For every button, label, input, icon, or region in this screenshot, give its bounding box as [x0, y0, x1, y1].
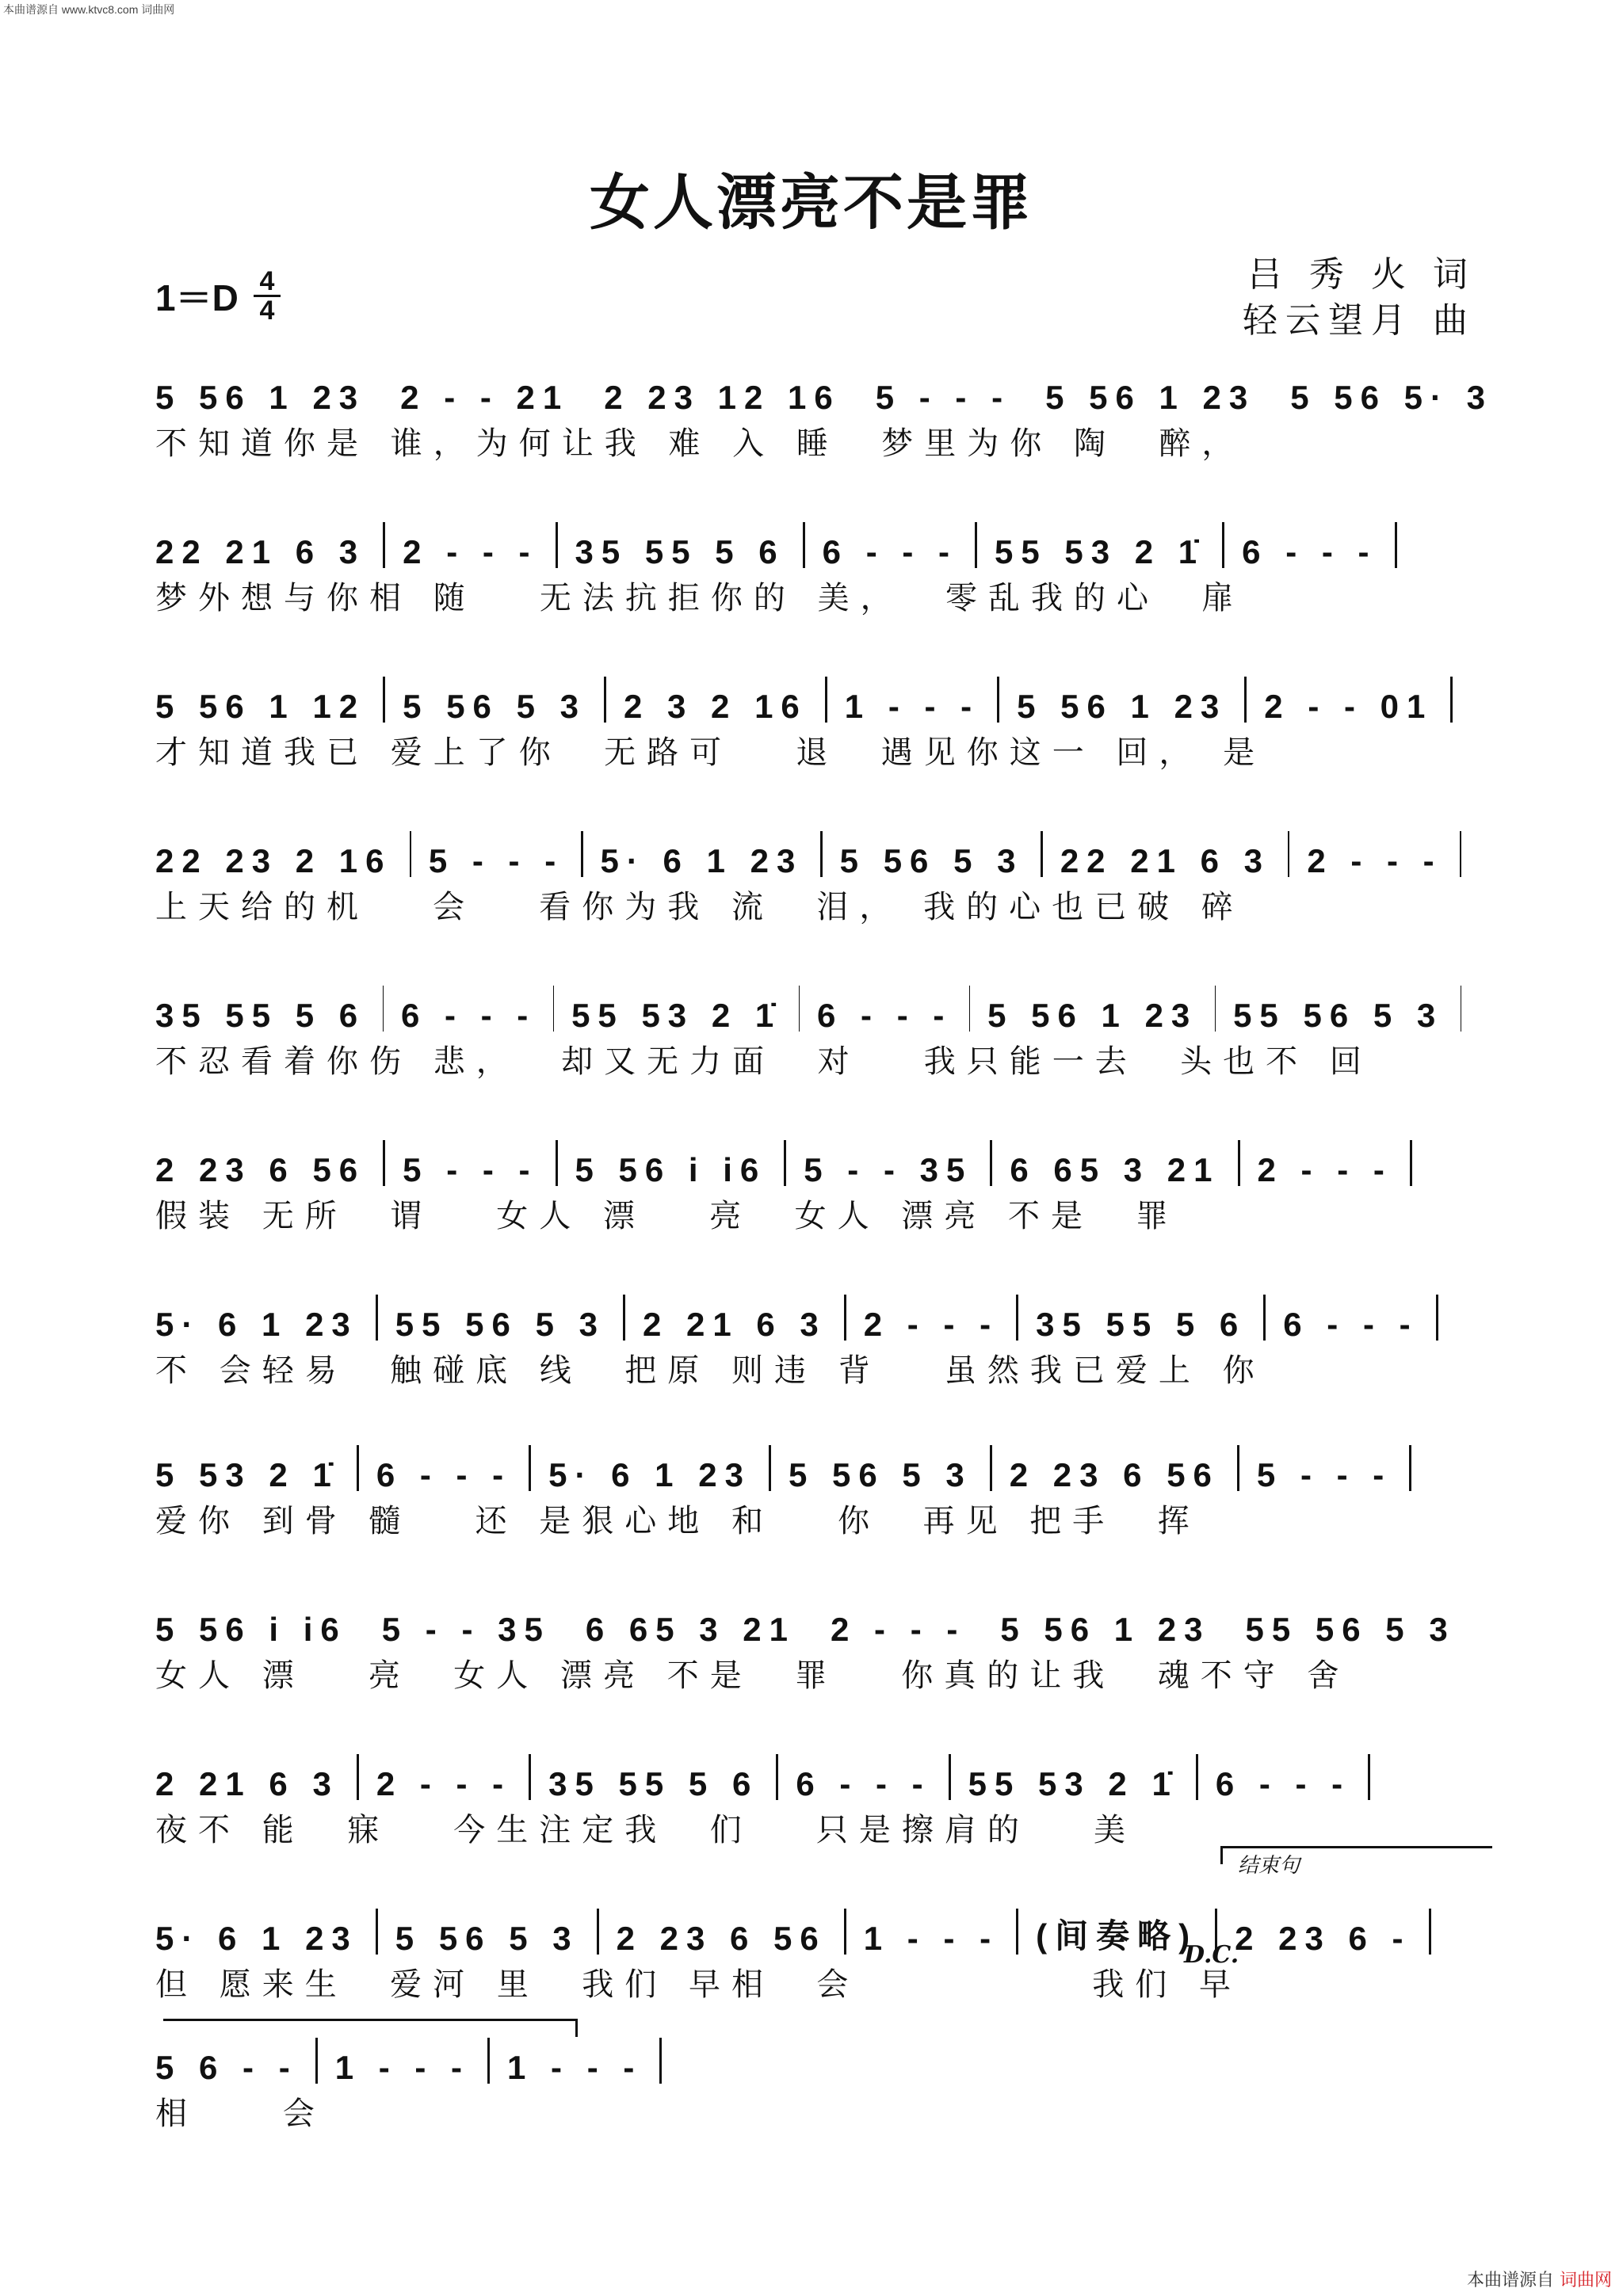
measure: 1 - - -	[863, 1920, 999, 1957]
measure: 2 - - 01	[1264, 688, 1434, 725]
barline	[529, 1754, 531, 1800]
measure: 6 - - -	[1242, 533, 1377, 570]
barline	[776, 1754, 778, 1800]
measure: 5· 6 1 23	[548, 1456, 751, 1493]
lyrics-line: 相 会	[155, 2096, 326, 2132]
measure: 35 55 5 6	[575, 533, 785, 570]
measure: 2 23 6 56	[616, 1920, 827, 1957]
lyrics-line: 上天给的机 会 看你为我 流 泪， 我的心也已破 碎	[155, 889, 1244, 925]
lyrics-line: 女人 漂 亮 女人 漂亮 不是 罪 你真的让我 魂不守 舍	[155, 1657, 1350, 1694]
watermark-prefix: 本曲谱源自	[1466, 2271, 1554, 2290]
measure: 5 56 1 23	[987, 997, 1198, 1034]
barline	[1368, 1754, 1370, 1800]
notes-line	[155, 1121, 1479, 1189]
barline	[1238, 1140, 1240, 1186]
measure: 5· 6 1 23	[600, 842, 804, 879]
lyrics-line: 不忍看着你伤 悲， 却又无力面 对 我只能一去 头也不 回	[155, 1043, 1373, 1080]
measure: 5 - - -	[1256, 1456, 1392, 1493]
notes-line	[155, 1890, 1479, 1958]
barline	[1460, 831, 1461, 877]
lyrics-line: 爱你 到骨 髓 还 是狠心地 和 你 再见 把手 挥	[155, 1503, 1201, 1539]
dc-marking: D.C.	[1184, 1941, 1239, 1969]
lyrics-line: 不 会轻易 触碰底 线 把原 则违 背 虽然我已爱上 你	[155, 1352, 1266, 1389]
measure: 22 21 6 3	[155, 533, 366, 570]
barline	[990, 1445, 992, 1491]
score-system	[155, 503, 1479, 617]
barline	[315, 2038, 318, 2084]
barline	[1215, 986, 1216, 1032]
barline	[784, 1140, 786, 1186]
barline	[383, 986, 384, 1032]
measure: 6 - - -	[822, 533, 957, 570]
barline	[383, 677, 385, 723]
barline	[623, 1295, 625, 1341]
measure: 55 56 5 3	[395, 1306, 605, 1343]
score-system	[155, 967, 1479, 1081]
measure: 2 - - -	[403, 533, 538, 570]
measure: 2 3 2 16	[623, 688, 808, 725]
barline	[410, 831, 411, 877]
score-system	[155, 1276, 1479, 1390]
measure: 1 - - -	[507, 2049, 643, 2086]
barline	[844, 1909, 846, 1955]
barline	[820, 831, 822, 877]
measure: 5 56 i i6	[155, 1611, 347, 1648]
notes-line	[155, 349, 1494, 417]
score-system	[155, 1735, 1479, 1849]
measure: 1 - - -	[334, 2049, 471, 2086]
barline	[1409, 1445, 1411, 1491]
barline	[1016, 1295, 1018, 1341]
score-system	[155, 349, 1494, 463]
measure: 2 23 12 16	[604, 379, 841, 416]
measure: 2 - - -	[376, 1765, 512, 1802]
barline	[529, 1445, 531, 1491]
time-signature-bottom: 4	[259, 296, 275, 326]
barline	[383, 1140, 385, 1186]
ending-label: 结束句	[1238, 1854, 1300, 1878]
barline	[1410, 1140, 1412, 1186]
measure: 6 - - -	[796, 1765, 931, 1802]
score-system	[155, 1890, 1479, 2004]
measure: 5 56 1 23	[1000, 1611, 1211, 1648]
measure: 2 - - 21	[400, 379, 570, 416]
measure: 5 56 1 12	[155, 688, 366, 725]
measure: 5· 6 1 23	[155, 1306, 358, 1343]
lyrics-line: 梦外想与你相 随 无法抗拒你的 美， 零乱我的心 扉	[155, 580, 1245, 616]
lyricist-credit: 吕 秀 火 词	[1247, 254, 1476, 295]
barline	[1244, 677, 1247, 723]
lyrics-line: 才知道我已 爱上了你 无路可 退 遇见你这一 回， 是	[155, 734, 1266, 771]
source-watermark-bottom	[1467, 2267, 1612, 2291]
measure: 2 - - -	[1257, 1151, 1392, 1188]
measure: 6 - - -	[376, 1456, 512, 1493]
measure: 5 - - -	[875, 379, 1011, 416]
measure: 5 6 - -	[155, 2049, 298, 2086]
measure: 5 56 5 3	[839, 842, 1024, 879]
barline	[769, 1445, 771, 1491]
measure: 2 21 6 3	[642, 1306, 827, 1343]
measure: 6 - - -	[1283, 1306, 1419, 1343]
measure: 5 56 1 23	[1017, 688, 1228, 725]
notes-line	[155, 1581, 1479, 1649]
measure: 5 56 5 3	[403, 688, 586, 725]
measure: 6 65 3 21	[585, 1611, 796, 1648]
barline	[803, 522, 805, 568]
lyrics-line: 不知道你是 谁，为何让我 难 入 睡 梦里为你 陶 醉，	[155, 425, 1245, 462]
notes-line	[155, 812, 1479, 880]
measure: 55 53 2 1̇	[571, 997, 782, 1034]
measure: 22 21 6 3	[1060, 842, 1270, 879]
measure: 5 56 1 23	[155, 379, 366, 416]
notes-line	[155, 1276, 1479, 1344]
measure: 35 55 5 6	[548, 1765, 759, 1802]
final-ending-bracket	[163, 2019, 578, 2037]
score-system	[155, 812, 1479, 926]
measure: 5 - - -	[428, 842, 564, 879]
song-title: 女人漂亮不是罪	[590, 167, 1033, 238]
lyrics-line: 夜不 能 寐 今生注定我 们 只是擦肩的 美	[155, 1812, 1137, 1848]
barline	[997, 677, 999, 723]
key-signature: 1＝D	[155, 277, 239, 318]
barline	[1288, 831, 1289, 877]
barline	[487, 2038, 490, 2084]
barline	[1395, 522, 1397, 568]
measure: 2 23 6 -	[1235, 1920, 1411, 1957]
measure: 35 55 5 6	[155, 997, 366, 1034]
measure: 55 53 2 1̇	[995, 533, 1205, 570]
barline	[376, 1909, 378, 1955]
measure: 6 65 3 21	[1010, 1151, 1220, 1188]
barline	[357, 1754, 359, 1800]
barline	[1041, 831, 1042, 877]
measure: 5 - - 35	[381, 1611, 551, 1648]
measure: 5 - - 35	[804, 1151, 973, 1188]
measure: 6 - - -	[400, 997, 537, 1034]
measure: 5 56 5 3	[788, 1456, 972, 1493]
barline	[556, 1140, 558, 1186]
measure: 22 23 2 16	[155, 842, 392, 879]
notes-line	[155, 1735, 1479, 1803]
measure: 2 21 6 3	[155, 1765, 339, 1802]
barline	[975, 522, 977, 568]
measure: 2 23 6 56	[1009, 1456, 1220, 1493]
barline	[1237, 1445, 1239, 1491]
measure: 5· 6 1 23	[155, 1920, 358, 1957]
time-signature	[254, 268, 281, 324]
time-signature-top: 4	[254, 268, 281, 297]
barline	[357, 1445, 359, 1491]
barline	[1263, 1295, 1266, 1341]
measure: 5 - - -	[403, 1151, 538, 1188]
score-system	[155, 1426, 1479, 1540]
barline	[1429, 1909, 1431, 1955]
notes-line	[155, 503, 1479, 571]
measure: 35 55 5 6	[1036, 1306, 1247, 1343]
notes-line	[155, 658, 1479, 726]
notes-line	[155, 1426, 1479, 1494]
barline	[556, 522, 558, 568]
barline	[376, 1295, 378, 1341]
measure: 2 - - -	[831, 1611, 966, 1648]
source-watermark-top: 本曲谱源自 www.ktvc8.com 词曲网	[3, 3, 175, 16]
barline	[1450, 677, 1453, 723]
score-system	[155, 658, 1479, 772]
measure: 55 56 5 3	[1245, 1611, 1456, 1648]
barline	[844, 1295, 846, 1341]
notes-line	[155, 967, 1479, 1035]
measure: (间奏略)	[1036, 1917, 1198, 1955]
barline	[581, 831, 582, 877]
barline	[1016, 1909, 1018, 1955]
credits	[1243, 252, 1476, 344]
barline	[553, 986, 554, 1032]
measure: 55 56 5 3	[1233, 997, 1444, 1034]
lyrics-line: 但 愿来生 爱河 里 我们 早相 会 我们 早	[155, 1966, 1243, 2003]
measure: 6 - - -	[817, 997, 953, 1034]
barline	[1196, 1754, 1198, 1800]
measure: 5 56 1 23	[1045, 379, 1256, 416]
barline	[597, 1909, 599, 1955]
measure: 55 53 2 1̇	[968, 1765, 1178, 1802]
barline	[799, 986, 800, 1032]
measure: 5 56 i i6	[575, 1151, 767, 1188]
score-system	[155, 1581, 1479, 1695]
lyrics-line: 假装 无所 谓 女人 漂 亮 女人 漂亮 不是 罪	[155, 1198, 1179, 1234]
barline	[1222, 522, 1224, 568]
barline	[949, 1754, 951, 1800]
barline	[1436, 1295, 1438, 1341]
measure: 2 - - -	[863, 1306, 999, 1343]
measure: 2 23 6 56	[155, 1151, 366, 1188]
barline	[383, 522, 385, 568]
composer-credit: 轻云望月 曲	[1243, 300, 1476, 341]
score-system	[155, 1121, 1479, 1235]
measure: 6 - - -	[1215, 1765, 1351, 1802]
measure: 5 56 5 3	[395, 1920, 579, 1957]
watermark-brand: 词曲网	[1559, 2271, 1612, 2290]
measure: 2 - - -	[1307, 842, 1442, 879]
measure: 1 - - -	[844, 688, 980, 725]
measure: 5 53 2 1̇	[155, 1456, 339, 1493]
barline	[659, 2038, 662, 2084]
barline	[825, 677, 827, 723]
barline	[990, 1140, 992, 1186]
barline	[604, 677, 606, 723]
barline	[969, 986, 970, 1032]
measure: 5 56 5· 3	[1290, 379, 1494, 416]
